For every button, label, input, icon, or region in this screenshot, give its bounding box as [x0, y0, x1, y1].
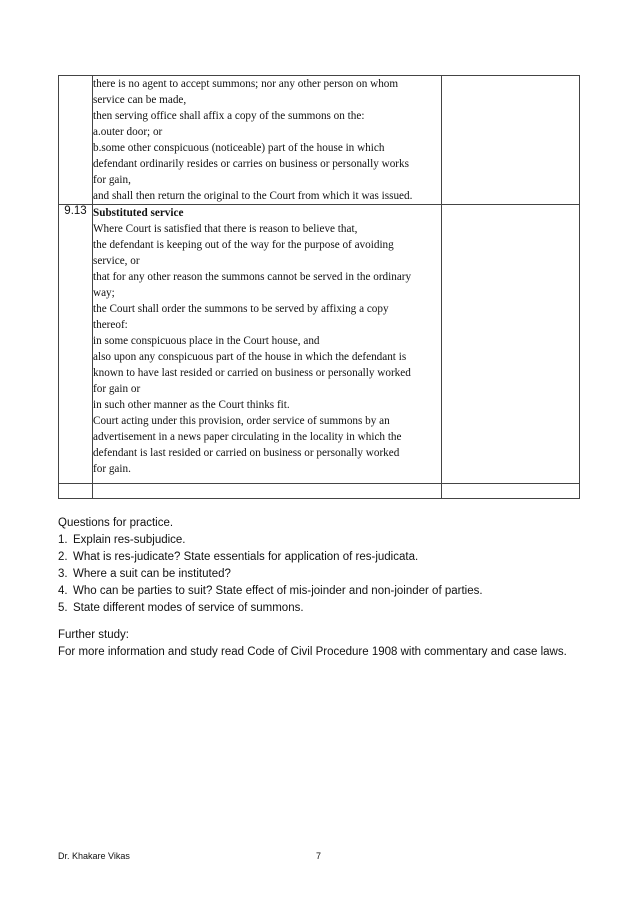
text-line: for gain. [93, 463, 131, 475]
text-line: way; [93, 287, 115, 299]
text-line: service, or [93, 255, 140, 267]
text-line: also upon any conspicuous part of the house in which the defendant is [93, 351, 407, 363]
empty-cell [442, 484, 580, 499]
question-text: Who can be parties to suit? State effect of mis-joinder and non-joinder of parties. [73, 585, 483, 597]
procedure-table [58, 75, 580, 499]
text-line: there is no agent to accept summons; nor any other person on whom [93, 78, 399, 90]
empty-cell [442, 76, 580, 205]
text-line: in such other manner as the Court thinks fit. [93, 399, 290, 411]
question-list [58, 532, 598, 617]
list-item [58, 600, 598, 617]
text-line: a.outer door; or [93, 126, 163, 138]
list-number: 2. [58, 551, 68, 563]
table-row [59, 76, 580, 205]
text-line: Where Court is satisfied that there is reason to believe that, [93, 223, 358, 235]
section-text-cell [93, 205, 442, 484]
section-text-cell [93, 76, 442, 205]
list-number: 5. [58, 602, 68, 614]
text-line: Court acting under this provision, order service of summons by an [93, 415, 390, 427]
practice-questions [58, 515, 598, 617]
further-study [58, 627, 618, 661]
text-line: in some conspicuous place in the Court house, and [93, 335, 320, 347]
footer-author: Dr. Khakare Vikas [58, 851, 130, 861]
list-number: 1. [58, 534, 68, 546]
question-text: Explain res-subjudice. [73, 534, 186, 546]
text-line: known to have last resided or carried on business or personally worked [93, 367, 411, 379]
text-line: defendant ordinarily resides or carries on business or personally works [93, 158, 409, 170]
text-line: the defendant is keeping out of the way for the purpose of avoiding [93, 239, 394, 251]
question-text: State different modes of service of summons. [73, 602, 304, 614]
text-line: that for any other reason the summons cannot be served in the ordinary [93, 271, 412, 283]
text-line: service can be made, [93, 94, 187, 106]
text-line: b.some other conspicuous (noticeable) part of the house in which [93, 142, 385, 154]
text-line: and shall then return the original to the Court from which it was issued. [93, 190, 413, 202]
list-item [58, 532, 598, 549]
list-item [58, 549, 598, 566]
practice-title: Questions for practice. [58, 517, 174, 529]
text-line: defendant is last resided or carried on business or personally worked [93, 447, 400, 459]
section-heading: Substituted service [93, 207, 184, 219]
list-item [58, 566, 598, 583]
list-item [58, 583, 598, 600]
text-line: then serving office shall affix a copy of the summons on the: [93, 110, 365, 122]
further-text: For more information and study read Code of Civil Procedure 1908 with commentary and case laws. [58, 646, 567, 658]
empty-cell [442, 205, 580, 484]
text-line: for gain or [93, 383, 141, 395]
empty-cell [59, 484, 93, 499]
further-title: Further study: [58, 629, 129, 641]
table-row [59, 484, 580, 499]
empty-cell [93, 484, 442, 499]
section-number-cell: 9.13 [59, 205, 93, 484]
text-line: for gain, [93, 174, 131, 186]
section-number-cell [59, 76, 93, 205]
list-number: 3. [58, 568, 68, 580]
table-row [59, 205, 580, 484]
page-number: 7 [316, 851, 322, 861]
text-line: advertisement in a news paper circulating in the locality in which the [93, 431, 402, 443]
list-number: 4. [58, 585, 68, 597]
text-line: thereof: [93, 319, 128, 331]
question-text: Where a suit can be instituted? [73, 568, 231, 580]
question-text: What is res-judicate? State essentials for application of res-judicata. [73, 551, 419, 563]
text-line: the Court shall order the summons to be served by affixing a copy [93, 303, 389, 315]
